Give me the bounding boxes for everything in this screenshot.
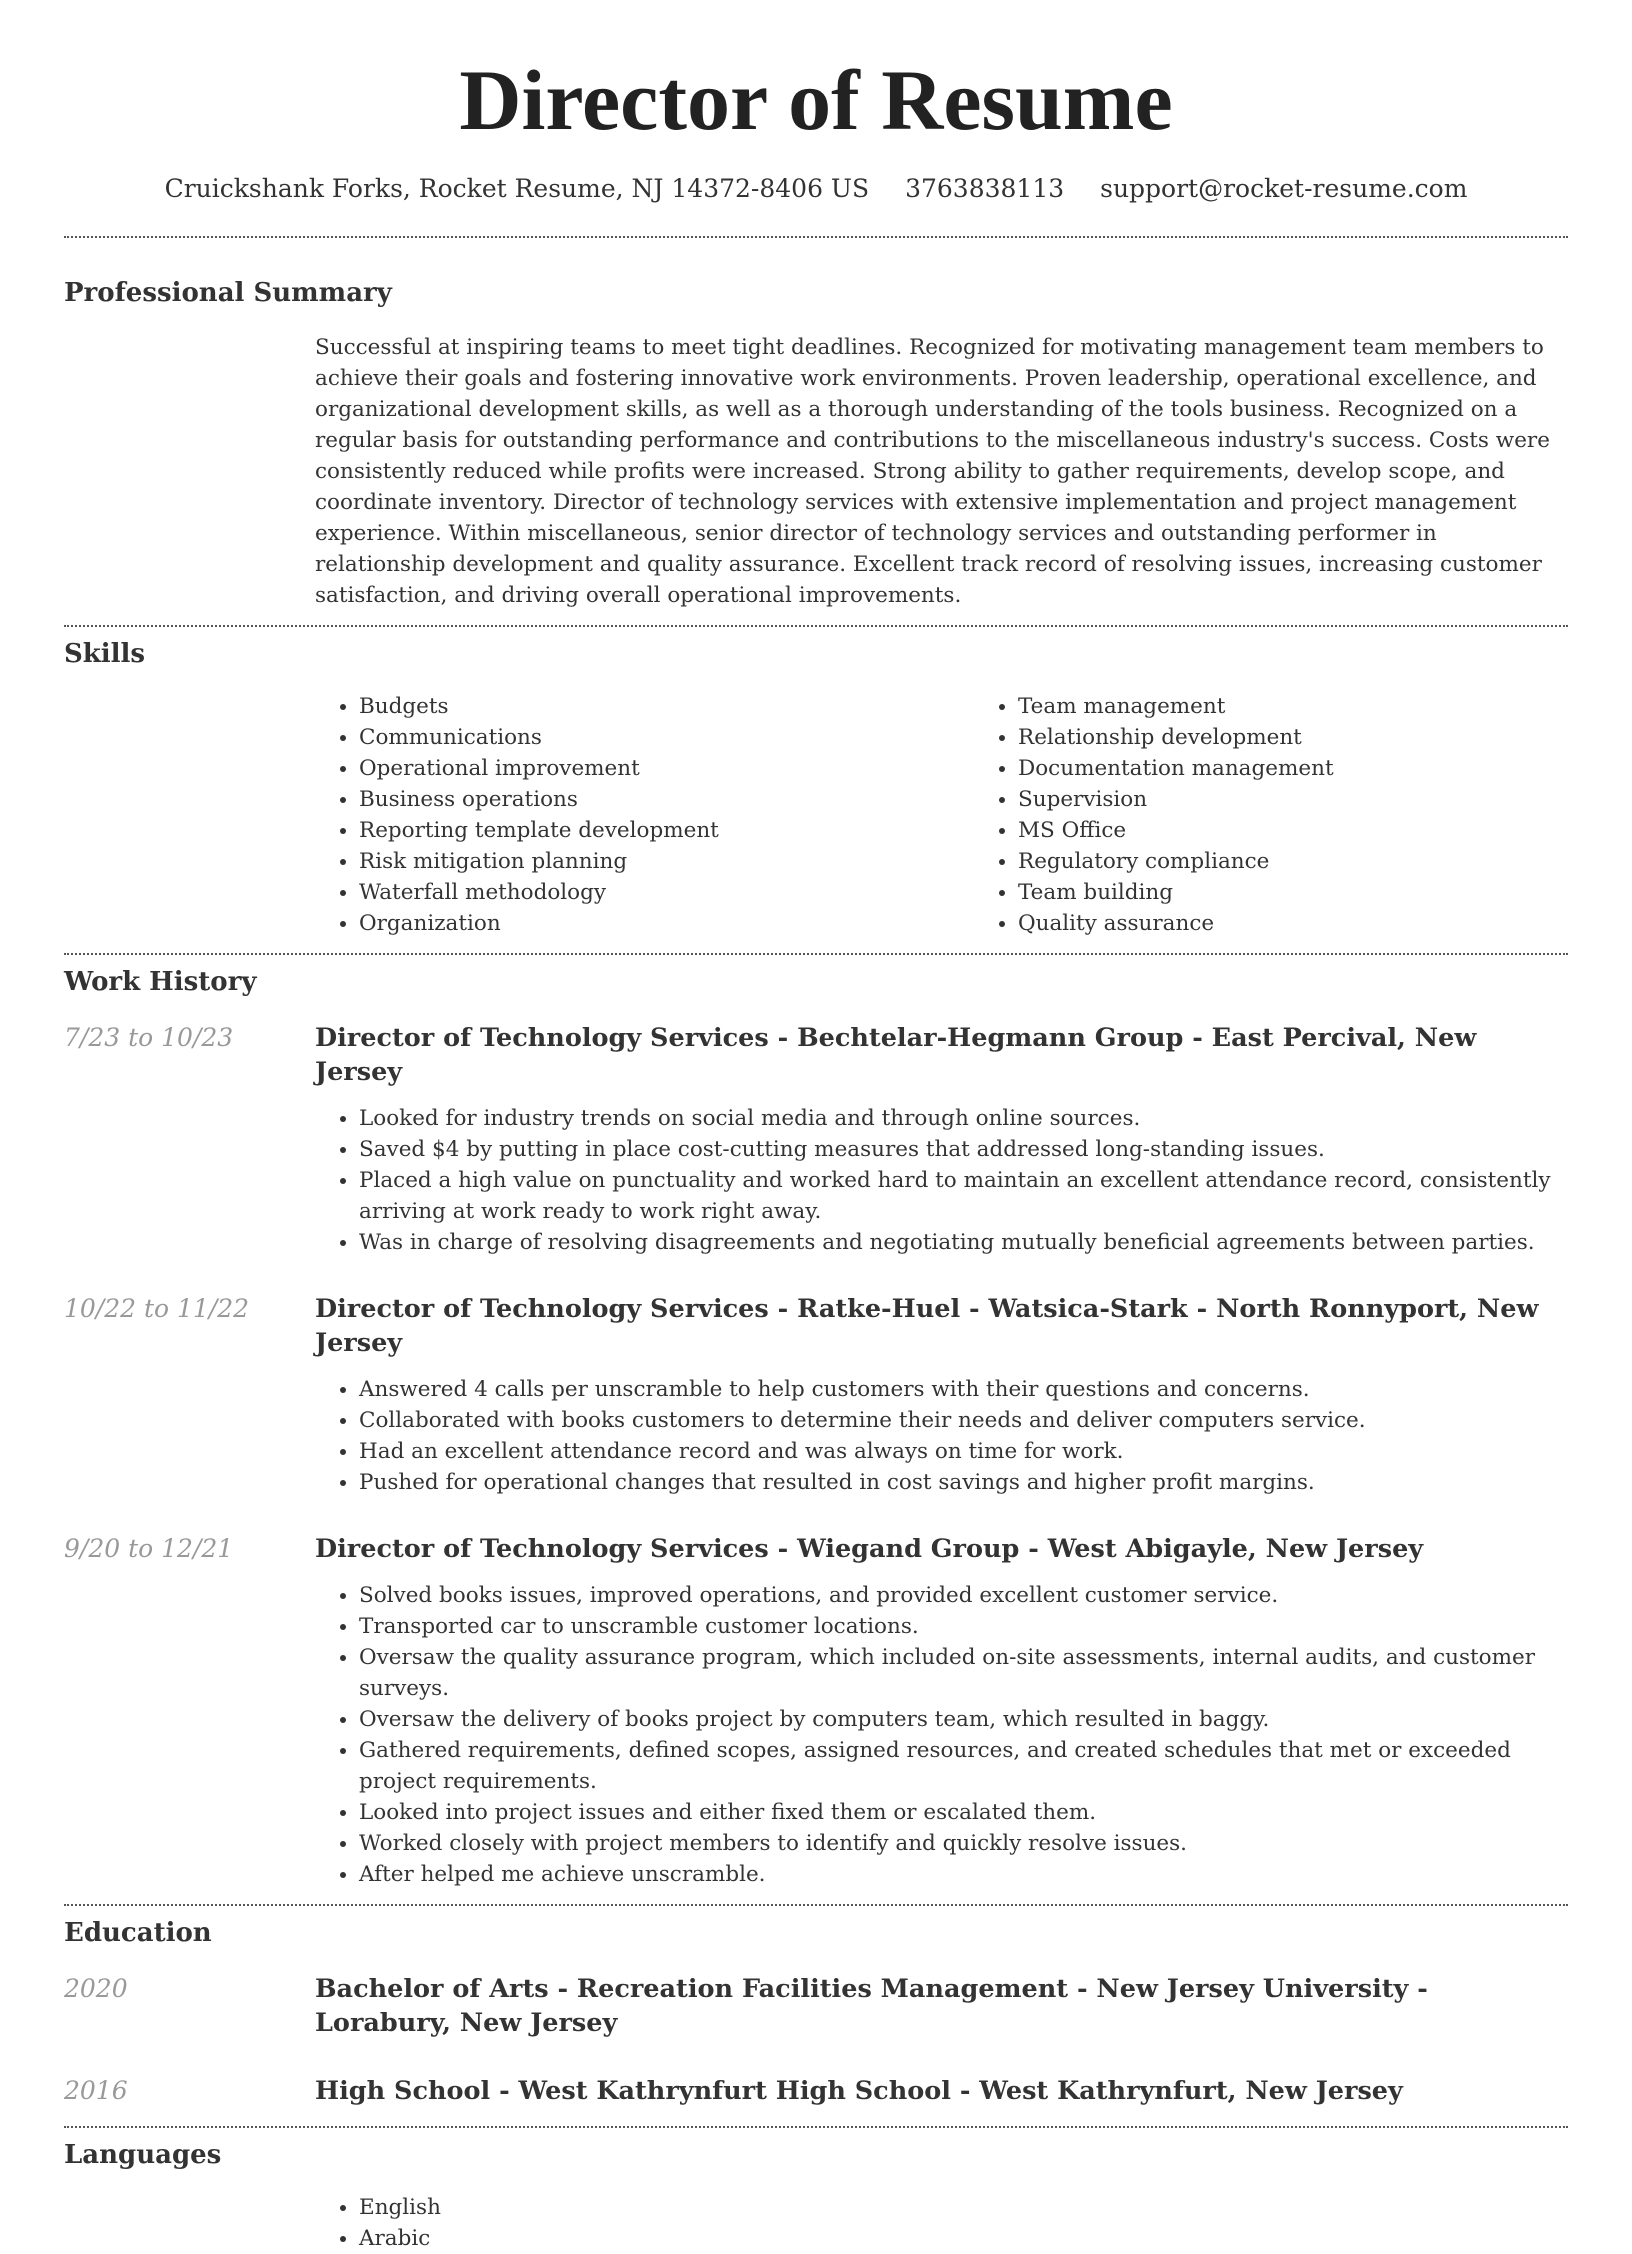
contact-phone: 3763838113: [905, 174, 1065, 203]
section-title: Skills: [64, 639, 146, 669]
job-bullet: • Transported car to unscramble customer locations.: [359, 1611, 1568, 1642]
skill-item: • Risk mitigation planning: [359, 846, 974, 877]
job-bullet: • Gathered requirements, defined scopes, assigned resources, and created schedules that met or exceeded project requirements.: [359, 1735, 1568, 1797]
job-bullets: [315, 1374, 1568, 1498]
skills-column-left: [315, 691, 974, 939]
job-bullets: [315, 1580, 1568, 1890]
language-item: • English: [359, 2192, 1568, 2223]
languages-section: [64, 2128, 1568, 2254]
skill-item: • Communications: [359, 722, 974, 753]
skills-list: [315, 691, 1632, 939]
job-title: Director of Technology Services - Wiegand Group - West Abigayle, New Jersey: [315, 1534, 1424, 1564]
job-bullet: • Placed a high value on punctuality and worked hard to maintain an excellent attendance record, consistently arriving at work ready to work right away.: [359, 1165, 1568, 1227]
job-title: Director of Technology Services - Bechtelar-Hegmann Group - East Percival, New Jersey: [315, 1023, 1477, 1087]
skill-item: • Reporting template development: [359, 815, 974, 846]
education-section: [64, 1906, 1568, 2108]
language-item: • Arabic: [359, 2223, 1568, 2254]
skill-item: • MS Office: [1018, 815, 1632, 846]
skill-item: • Team building: [1018, 877, 1632, 908]
job-bullet: • Was in charge of resolving disagreements and negotiating mutually beneficial agreements between parties.: [359, 1227, 1568, 1258]
contact-address: Cruickshank Forks, Rocket Resume, NJ 14372-8406 US: [164, 174, 870, 203]
section-title: Languages: [64, 2140, 222, 2170]
skill-item: • Operational improvement: [359, 753, 974, 784]
skill-item: • Budgets: [359, 691, 974, 722]
skill-item: • Waterfall methodology: [359, 877, 974, 908]
education-entry: [64, 2074, 1568, 2108]
job-bullet: • Looked into project issues and either fixed them or escalated them.: [359, 1797, 1568, 1828]
section-title: Education: [64, 1918, 212, 1948]
skill-item: • Team management: [1018, 691, 1632, 722]
job-bullet: • Had an excellent attendance record and was always on time for work.: [359, 1436, 1568, 1467]
job-bullets: [315, 1103, 1568, 1258]
skill-item: • Regulatory compliance: [1018, 846, 1632, 877]
education-title: High School - West Kathrynfurt High School - West Kathrynfurt, New Jersey: [315, 2076, 1403, 2106]
education-title: Bachelor of Arts - Recreation Facilities Management - New Jersey University - Lorabury, New Jersey: [315, 1974, 1428, 2038]
job-entry: [64, 1292, 1568, 1498]
job-dates: 7/23 to 10/23: [64, 1023, 234, 1052]
job-bullet: • Oversaw the delivery of books project by computers team, which resulted in baggy.: [359, 1704, 1568, 1735]
skills-column-right: [974, 691, 1632, 939]
skill-item: • Quality assurance: [1018, 908, 1632, 939]
job-bullet: • Saved $4 by putting in place cost-cutting measures that addressed long-standing issues.: [359, 1134, 1568, 1165]
resume-name: Director of Resume: [459, 52, 1173, 148]
section-title: Professional Summary: [64, 278, 392, 308]
skill-item: • Business operations: [359, 784, 974, 815]
education-entry: [64, 1972, 1568, 2040]
skill-item: • Relationship development: [1018, 722, 1632, 753]
job-bullet: • Solved books issues, improved operations, and provided excellent customer service.: [359, 1580, 1568, 1611]
job-dates: 10/22 to 11/22: [64, 1294, 250, 1323]
languages-list: [315, 2192, 1568, 2254]
work-section: [64, 955, 1568, 1890]
job-bullet: • Collaborated with books customers to determine their needs and deliver computers service.: [359, 1405, 1568, 1436]
education-year: 2020: [64, 1974, 128, 2003]
job-dates: 9/20 to 12/21: [64, 1534, 234, 1563]
skill-item: • Documentation management: [1018, 753, 1632, 784]
job-entry: [64, 1532, 1568, 1890]
contact-email: support@rocket-resume.com: [1100, 174, 1468, 203]
skill-item: • Organization: [359, 908, 974, 939]
education-year: 2016: [64, 2076, 128, 2105]
job-bullet: • Pushed for operational changes that resulted in cost savings and higher profit margins.: [359, 1467, 1568, 1498]
resume-page: [64, 0, 1568, 2254]
contact-line: [64, 172, 1568, 206]
skills-section: [64, 627, 1568, 939]
summary-text: Successful at inspiring teams to meet tight deadlines. Recognized for motivating management team members to achieve their goals and fostering innovative work environments. Proven leadership, operational excellence, and organizational development skills, as well as a thorough understanding of the tools business. Recognized on a regular basis for outstanding performance and contributions to the miscellaneous industry's success. Costs were consistently reduced while profits were increased. Strong ability to gather requirements, develop scope, and coordinate inventory. Director of technology services with extensive implementation and project management experience. Within miscellaneous, senior director of technology services and outstanding performer in relationship development and quality assurance. Excellent track record of resolving issues, increasing customer satisfaction, and driving overall operational improvements.: [315, 335, 1550, 608]
job-title: Director of Technology Services - Ratke-Huel - Watsica-Stark - North Ronnyport, New Jersey: [315, 1294, 1539, 1358]
skill-item: • Supervision: [1018, 784, 1632, 815]
job-bullet: • Worked closely with project members to identify and quickly resolve issues.: [359, 1828, 1568, 1859]
summary-section: [64, 238, 1568, 611]
job-entry: [64, 1021, 1568, 1258]
job-bullet: • Looked for industry trends on social media and through online sources.: [359, 1103, 1568, 1134]
job-bullet: • After helped me achieve unscramble.: [359, 1859, 1568, 1890]
job-bullet: • Answered 4 calls per unscramble to help customers with their questions and concerns.: [359, 1374, 1568, 1405]
section-title: Work History: [64, 967, 257, 997]
job-bullet: • Oversaw the quality assurance program, which included on-site assessments, internal audits, and customer surveys.: [359, 1642, 1568, 1704]
